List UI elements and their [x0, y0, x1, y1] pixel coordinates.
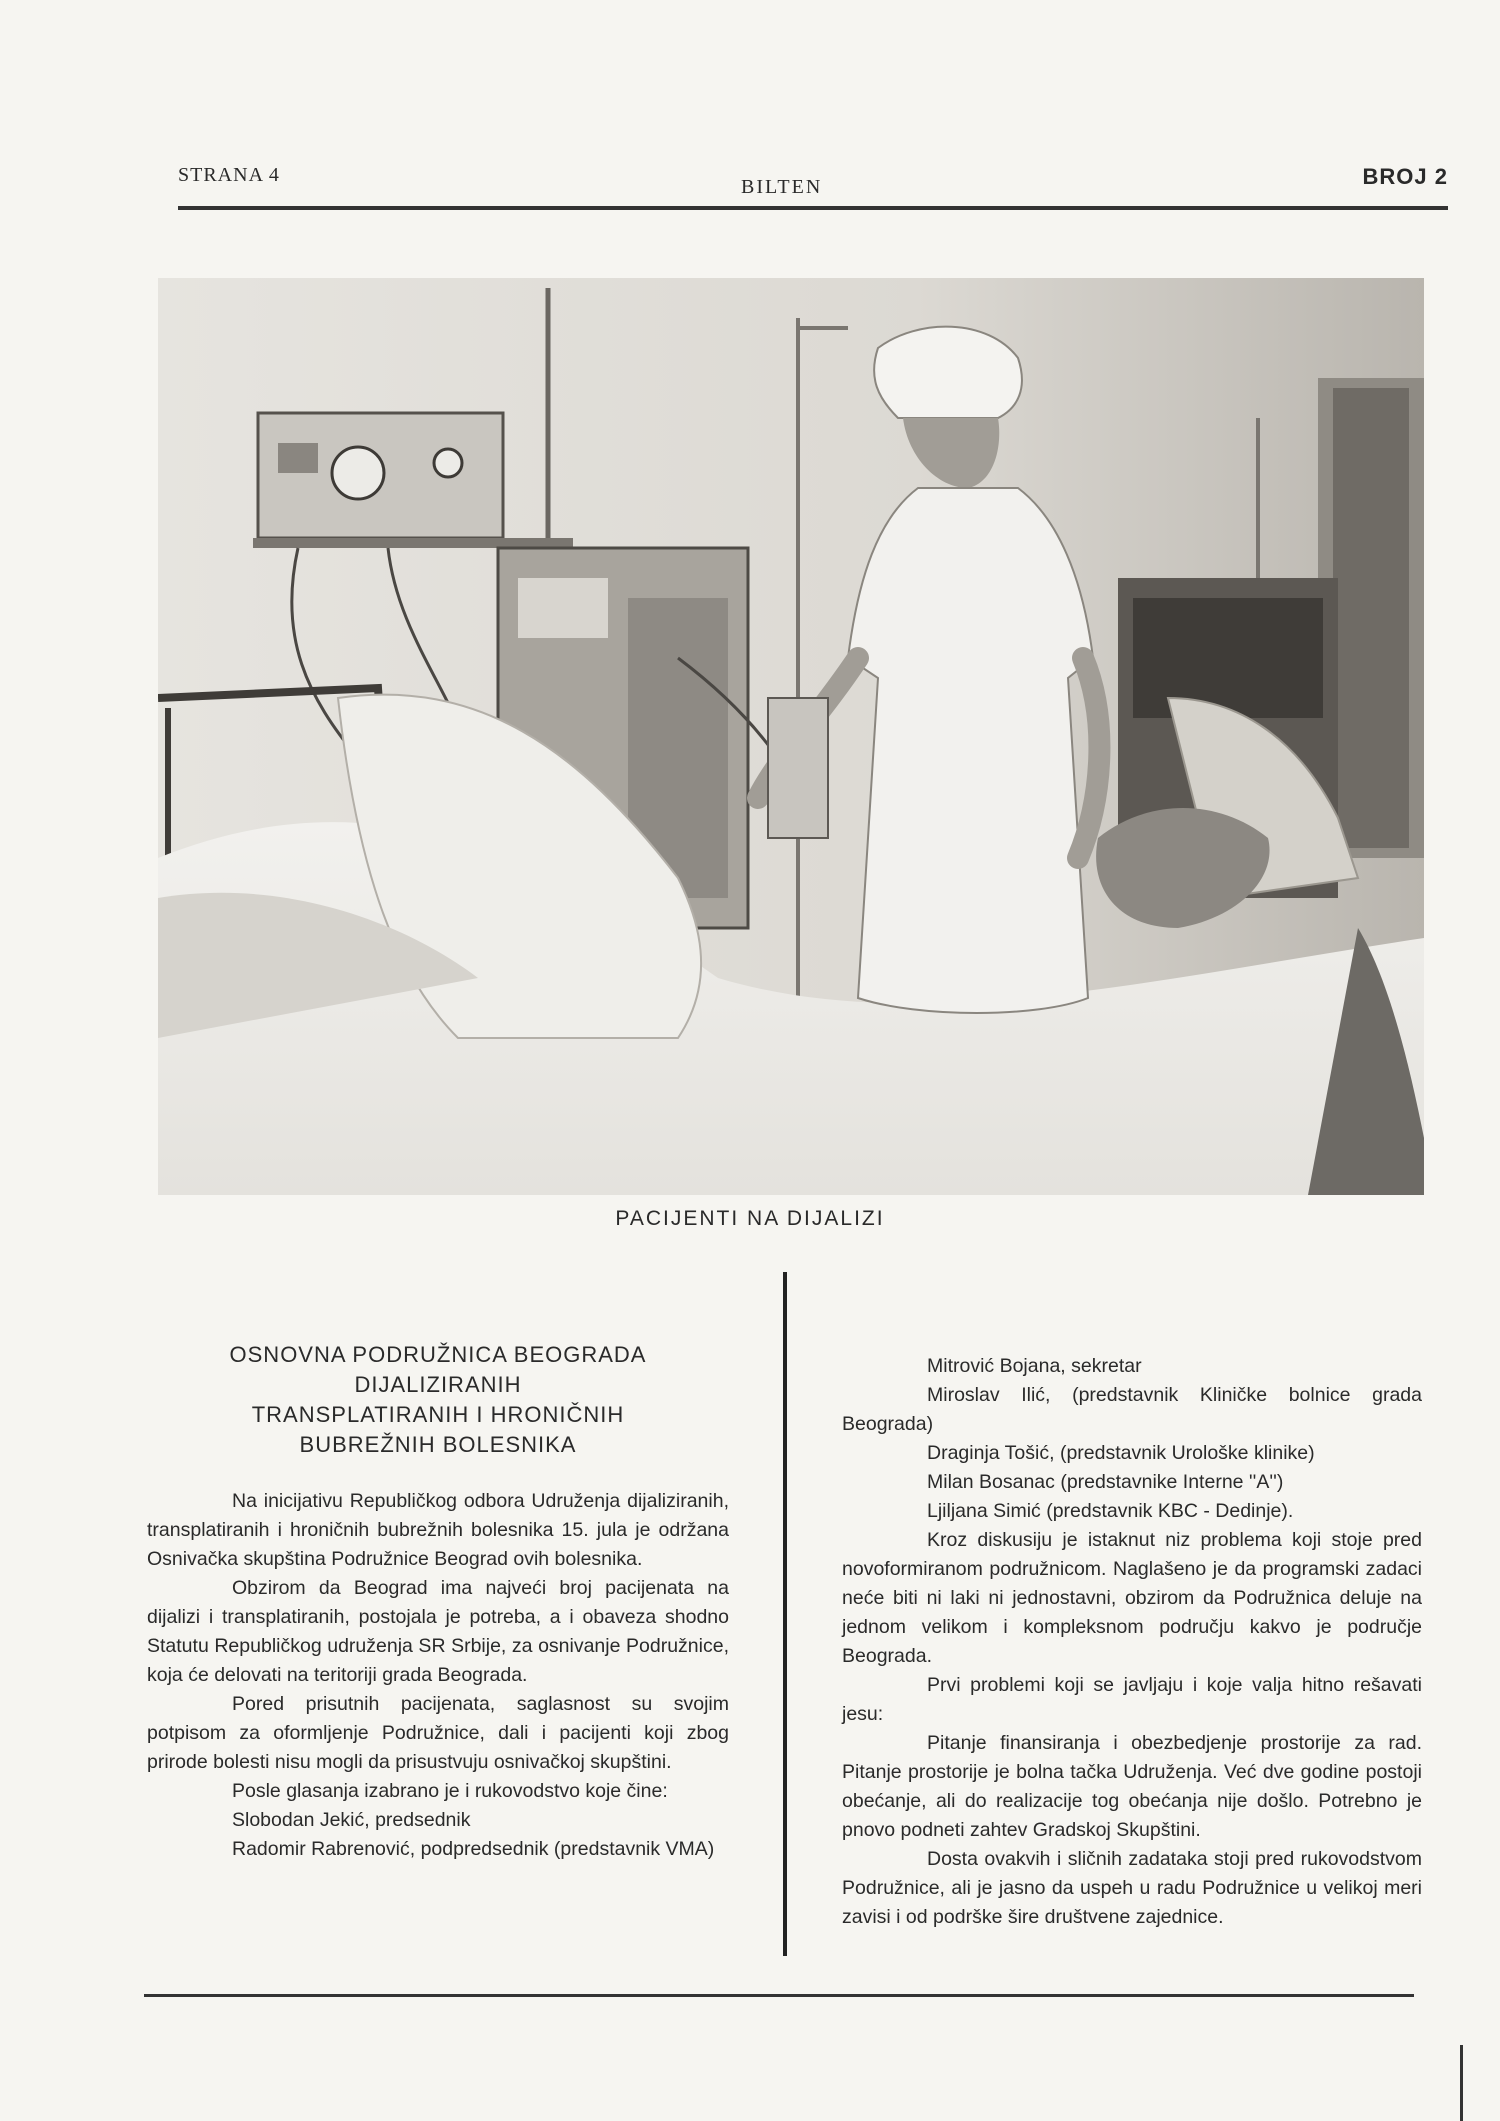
leadership-name: Mitrović Bojana, sekretar: [927, 1355, 1142, 1377]
article-paragraph: Dosta ovakvih i sličnih zadataka stoji pred rukovodstvom Podružnice, ali je jasno da uspeh u radu Podružnice u velikoj meri zavisi i od podrške šire društvene zajednice.: [842, 1848, 1422, 1928]
article-left-column: [147, 1340, 729, 1864]
photo-caption: PACIJENTI NA DIJALIZI: [615, 1207, 885, 1230]
article-paragraph: Posle glasanja izabrano je i rukovodstvo koje čine:: [232, 1780, 668, 1802]
footer-rule: [144, 1994, 1414, 1997]
publication-title: BILTEN: [741, 176, 823, 198]
article-title-line: OSNOVNA PODRUŽNICA BEOGRADA DIJALIZIRANIH: [229, 1342, 647, 1397]
article-title: [147, 1340, 729, 1460]
page-number-label: STRANA 4: [178, 164, 280, 186]
issue-label: BROJ 2: [1362, 164, 1448, 189]
leadership-name: Draginja Tošić, (predstavnik Urološke klinike): [927, 1442, 1315, 1464]
page-header: [178, 160, 1448, 210]
dialysis-photo: [158, 278, 1424, 1195]
article-paragraph: Prvi problemi koji se javljaju i koje valja hitno rešavati jesu:: [842, 1674, 1422, 1725]
article-title-line: BUBREŽNIH BOLESNIKA: [299, 1432, 577, 1457]
article-paragraph: Kroz diskusiju je istaknut niz problema koji stoje pred novoformiranom podružnicom. Naglašeno je da programski zadaci neće biti ni laki ni jednostavni, obzirom da Podružnica deluje na jednom velikom i kompleksnom području kakvo je područje Beograda.: [842, 1529, 1422, 1667]
header-rule: [178, 206, 1448, 210]
article-right-column: [842, 1352, 1422, 1932]
column-divider: [783, 1272, 787, 1956]
page-edge-mark: [1460, 2045, 1463, 2121]
leadership-name: Slobodan Jekić, predsednik: [232, 1809, 471, 1831]
leadership-name: Ljiljana Simić (predstavnik KBC - Dedinje).: [927, 1500, 1294, 1522]
article-paragraph: Na inicijativu Republičkog odbora Udruženja dijaliziranih, transplatiranih i hroničnih bubrežnih bolesnika 15. jula je održana Osnivačka skupština Podružnice Beograd ovih bolesnika.: [147, 1490, 729, 1570]
leadership-name: Radomir Rabrenović, podpredsednik (predstavnik VMA): [232, 1838, 715, 1860]
article-paragraph: Obzirom da Beograd ima najveći broj pacijenata na dijalizi i transplatiranih, postojala je potreba, a i obaveza shodno Statutu Republičkog udruženja SR Srbije, za osnivanje Podružnice, koja će delovati na teritoriji grada Beograda.: [147, 1577, 729, 1686]
leadership-name: Milan Bosanac (predstavnike Interne ''A''): [927, 1471, 1284, 1493]
leadership-name: Miroslav Ilić, (predstavnik Kliničke bolnice grada Beograda): [842, 1384, 1422, 1435]
article-title-line: TRANSPLATIRANIH I HRONIČNIH: [251, 1402, 625, 1427]
article-paragraph: Pitanje finansiranja i obezbedjenje prostorije za rad. Pitanje prostorije je bolna tačka Udruženja. Već dve godine postoji obećanje, ali do realizacije tog obećanja nije došlo. Potrebno je pnovo podneti zahtev Gradskoj Skupštini.: [842, 1732, 1422, 1841]
article-paragraph: Pored prisutnih pacijenata, saglasnost su svojim potpisom za oformljenje Podružnice, dali i pacijenti koji zbog prirode bolesti nisu mogli da prisustvuju osnivačkoj skupštini.: [147, 1693, 729, 1773]
